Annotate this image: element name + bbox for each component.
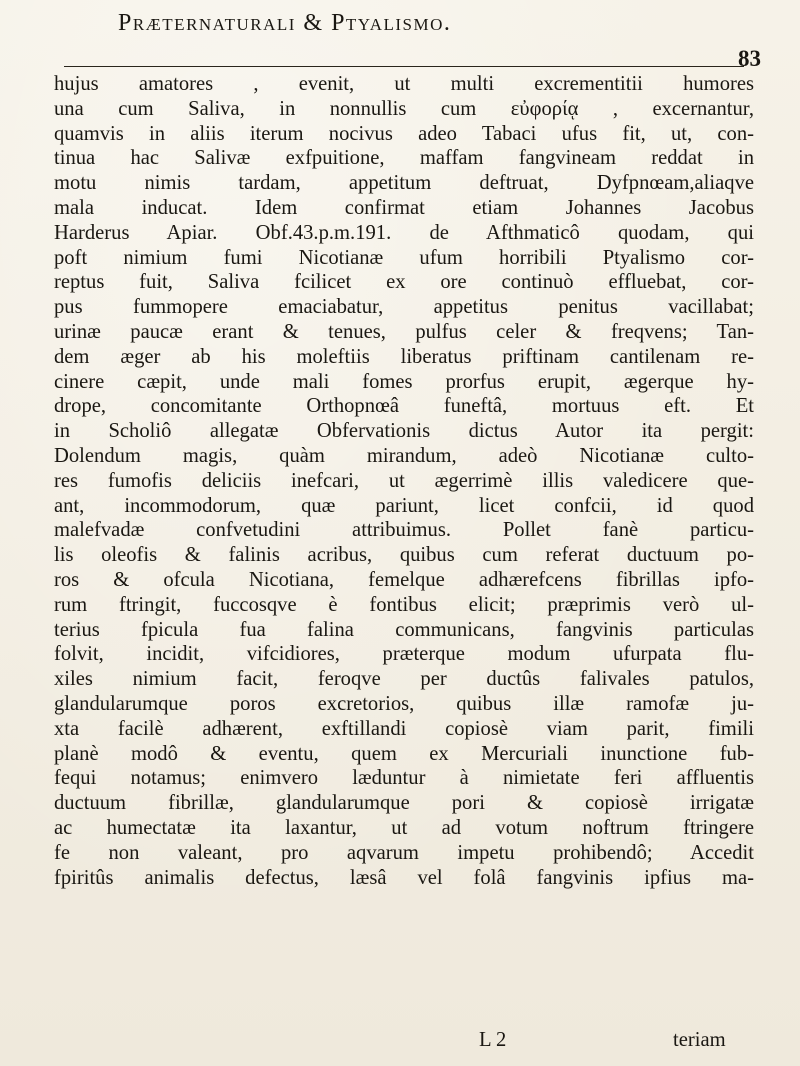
- text-line: reptus fuit, Saliva fcilicet ex ore continuò effluebat, cor-: [54, 271, 754, 294]
- text-line: rum ftringit, fuccosqve è fontibus elicit; præprimis verò ul-: [54, 593, 754, 616]
- text-line: lis oleofis & falinis acribus, quibus cum referat ductuum po-: [54, 544, 754, 567]
- text-line: motu nimis tardam, appetitum deftruat, Dyfpnœam,aliaqve: [54, 172, 754, 195]
- page-number: 83: [738, 46, 761, 71]
- text-line: cinere cæpit, unde mali fomes prorfus erupit, ægerque hy-: [54, 370, 754, 393]
- text-line: ros & ofcula Nicotiana, femelque adhærefcens fibrillas ipfo-: [54, 568, 754, 591]
- text-line: mala inducat. Idem confirmat etiam Johannes Jacobus: [54, 196, 754, 219]
- text-line: una cum Saliva, in nonnullis cum εὐφορίᾳ , excernantur,: [54, 97, 754, 120]
- running-head: [118, 10, 678, 50]
- text-line: xiles nimium facit, feroqve per ductûs falivales patulos,: [54, 668, 754, 691]
- text-line: ant, incommodorum, quæ pariunt, licet confcii, id quod: [54, 494, 754, 517]
- text-line: dem æger ab his moleftiis liberatus priftinam cantilenam re-: [54, 345, 754, 368]
- catchword: teriam: [673, 1029, 726, 1051]
- text-line: in Scholiô allegatæ Obfervationis dictus Autor ita pergit:: [54, 420, 754, 443]
- signature-mark: L 2: [479, 1029, 507, 1051]
- page-footer: [54, 1029, 754, 1055]
- header-rule: [64, 66, 744, 67]
- text-line: drope, concomitante Orthopnœâ funeftâ, mortuus eft. Et: [54, 395, 754, 418]
- text-line: fpiritûs animalis defectus, læsâ vel folâ fangvinis ipfius ma-: [54, 866, 754, 889]
- text-line: res fumofis deliciis inefcari, ut ægerrimè illis valedicere que-: [54, 469, 754, 492]
- text-line: Dolendum magis, quàm mirandum, adeò Nicotianæ culto-: [54, 444, 754, 467]
- body-text: [54, 72, 754, 890]
- text-line: malefvadæ confvetudini attribuimus. Pollet fanè particu-: [54, 519, 754, 542]
- text-line: quamvis in aliis iterum nocivus adeo Tabaci ufus fit, ut, con-: [54, 122, 754, 145]
- text-line: pus fummopere emaciabatur, appetitus penitus vacillabat;: [54, 296, 754, 319]
- text-line: tinua hac Salivæ exfpuitione, maffam fangvineam reddat in: [54, 147, 754, 170]
- text-line: xta facilè adhærent, exftillandi copiosè viam parit, fimili: [54, 717, 754, 740]
- text-line: Harderus Apiar. Obf.43.p.m.191. de Afthmaticô quodam, qui: [54, 221, 754, 244]
- text-line: ac humectatæ ita laxantur, ut ad votum noftrum ftringere: [54, 816, 754, 839]
- text-line: fe non valeant, pro aqvarum impetu prohibendô; Accedit: [54, 841, 754, 864]
- text-line: ductuum fibrillæ, glandularumque pori & copiosè irrigatæ: [54, 792, 754, 815]
- text-line: fequi notamus; enimvero læduntur à nimietate feri affluentis: [54, 767, 754, 790]
- text-line: planè modô & eventu, quem ex Mercuriali inunctione fub-: [54, 742, 754, 765]
- running-title: Præternaturali & Ptyalismo.: [118, 10, 452, 36]
- text-line: poft nimium fumi Nicotianæ ufum horribili Ptyalismo cor-: [54, 246, 754, 269]
- text-line: hujus amatores , evenit, ut multi excrementitii humores: [54, 73, 754, 95]
- text-line: folvit, incidit, vifcidiores, præterque modum ufurpata flu-: [54, 643, 754, 666]
- text-line: terius fpicula fua falina communicans, fangvinis particulas: [54, 618, 754, 641]
- text-line: glandularumque poros excretorios, quibus illæ ramofæ ju-: [54, 692, 754, 715]
- text-line: urinæ paucæ erant & tenues, pulfus celer & freqvens; Tan-: [54, 320, 754, 343]
